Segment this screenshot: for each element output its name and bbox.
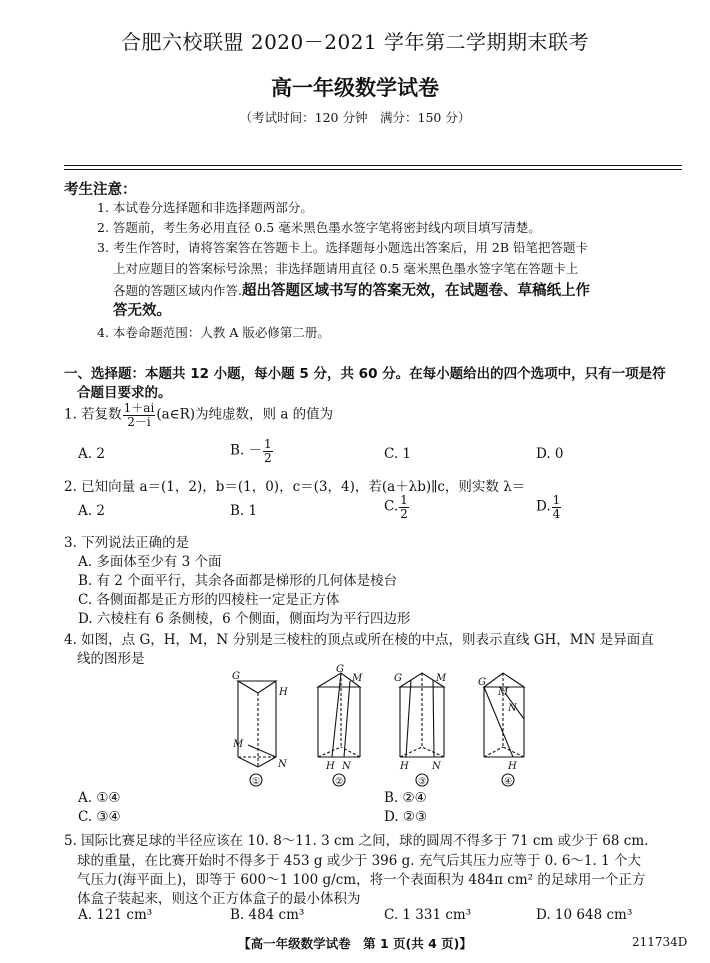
fig2-label-m: M [352,673,363,684]
q2-d-fraction [552,494,562,520]
q2-c-den: 2 [400,506,408,521]
fig1-label-g: G [232,671,240,682]
q1-option-c: C. 1 [384,446,412,462]
notice-line-1: 1. 本试卷分选择题和非选择题两部分。 [97,200,313,215]
q5-option-d: D. 10 648 cm³ [536,907,633,923]
exam-title: 合肥六校联盟 2020－2021 学年第二学期期末联考 [120,30,589,54]
notice-title: 考生注意： [64,182,137,198]
q1-num: 1＋ai [123,401,155,415]
question-1 [64,402,333,428]
q4-option-b: B. ②④ [384,790,427,806]
q1-option-d: D. 0 [536,446,564,462]
figure-4 [478,673,524,787]
q1-prefix: 1. 若复数 [64,406,122,423]
q2-c-label: C. [384,498,399,515]
notice-line-5-text: 各题的答题区域内作答. [113,283,242,298]
notice-line-2: 2. 答题前，考生务必用直径 0.5 毫米黑色墨水签字笔将密封线内项目填写清楚。 [97,220,541,235]
header-rule-bottom [64,169,682,170]
notice-line-6: 答无效。 [113,303,171,319]
fig3-label-n: N [432,761,441,772]
q2-option-d [536,494,562,520]
q2-d-den: 4 [552,506,561,521]
fig3-label-h: H [400,761,409,772]
q1-option-b [230,438,274,464]
header-rule-top [64,165,682,166]
question-4-line-2: 线的图形是 [77,651,145,667]
exam-code: 211734D [632,935,688,949]
question-2: 2. 已知向量 a＝(1，2)，b＝(1，0)，c＝(3，4)，若(a＋λb)∥c，则实数 λ＝ [64,479,526,495]
q3-option-c: C. 各侧面都是正方形的四棱柱一定是正方体 [78,592,340,608]
fig2-label-g: G [336,664,344,675]
question-3: 3. 下列说法正确的是 [64,535,190,551]
question-5-line-4: 体盒子装起来，则这个正方体盒子的最小体积为 [77,891,361,907]
q5-option-c: C. 1 331 cm³ [384,907,472,923]
fig4-number: ④ [504,777,513,787]
fig3-label-m: M [436,673,447,684]
notice-line-3: 3. 考生作答时，请将答案答在答题卡上。选择题每小题选出答案后，用 2B 铅笔把答题卡 [97,240,588,255]
fig2-number: ② [335,777,344,787]
question-4-line-1: 4. 如图，点 G，H，M，N 分别是三棱柱的顶点或所在棱的中点，则表示直线 GH，MN 是异面直 [64,632,654,648]
q3-option-b: B. 有 2 个面平行，其余各面都是梯形的几何体是棱台 [78,573,398,589]
section-1-line-1: 一、选择题：本题共 12 小题，每小题 5 分，共 60 分。在每小题给出的四个选项中，只有一项是符 [64,366,666,382]
q3-option-a: A. 多面体至少有 3 个面 [78,554,222,570]
figure-2 [318,664,363,787]
notice-line-5 [113,279,590,300]
q1-b-den: 2 [264,450,272,465]
figure-3 [394,673,447,787]
fig4-label-g: G [478,677,486,688]
q1-b-num: 1 [264,437,272,451]
q2-d-num: 1 [552,493,561,507]
notice-line-7: 4. 本卷命题范围：人教 A 版必修第二册。 [97,325,330,340]
q4-option-c: C. ③④ [78,809,121,825]
q2-c-fraction [399,494,409,520]
exam-subtitle: 高一年级数学试卷 [271,76,439,100]
exam-info: （考试时间：120 分钟 满分：150 分） [239,110,471,125]
fig2-label-h: H [326,761,335,772]
q1-b-fraction [263,438,273,464]
q1-suffix: (a∈R)为纯虚数，则 a 的值为 [156,406,334,423]
q5-option-a: A. 121 cm³ [78,907,153,923]
q2-d-label: D. [536,498,551,515]
question-5-line-3: 气压力(海平面上)，即等于 600～1 100 g/cm，将一个表面积为 484π cm² 的足球用一个正方 [77,872,646,888]
q2-option-c [384,494,410,520]
fig2-label-n: N [342,761,351,772]
q4-figures [222,663,532,788]
q1-fraction [123,402,156,428]
fig4-label-m: M [498,687,509,698]
fig1-number: ① [252,777,261,787]
fig4-label-n: N [508,703,517,714]
figure-1 [232,671,288,787]
q1-option-a: A. 2 [78,446,105,462]
question-5-line-1: 5. 国际比赛足球的半径应该在 10. 8～11. 3 cm 之间，球的圆周不得多于 71 cm 或少于 68 cm. [64,833,649,849]
fig3-number: ③ [418,777,427,787]
q4-option-a: A. ①④ [78,790,121,806]
notice-warning: 超出答题区域书写的答案无效，在试题卷、草稿纸上作 [241,283,590,299]
page-footer: 【高一年级数学试卷 第 1 页(共 4 页)】 [238,936,472,951]
q5-option-b: B. 484 cm³ [230,907,305,923]
fig1-label-m: M [233,739,244,750]
q3-option-d: D. 六棱柱有 6 条侧棱，6 个侧面，侧面均为平行四边形 [78,611,411,627]
fig1-label-h: H [279,687,288,698]
section-1-line-2: 合题目要求的。 [77,385,172,401]
q2-option-a: A. 2 [78,503,105,519]
q2-c-num: 1 [400,493,408,507]
q2-option-b: B. 1 [230,503,258,519]
q4-option-d: D. ②③ [384,809,428,825]
q1-den: 2－i [127,414,151,429]
question-5-line-2: 球的重量，在比赛开始时不得多于 453 g 或少于 396 g. 充气后其压力应等于 0. 6～1. 1 个大 [77,853,641,869]
notice-line-4: 上对应题目的答案标号涂黑；非选择题请用直径 0.5 毫米黑色墨水签字笔在答题卡上 [113,261,579,276]
q1-b-label: B. － [230,442,263,459]
fig1-label-n: N [278,759,287,770]
fig3-label-g: G [394,673,402,684]
fig4-label-h: H [508,761,517,772]
